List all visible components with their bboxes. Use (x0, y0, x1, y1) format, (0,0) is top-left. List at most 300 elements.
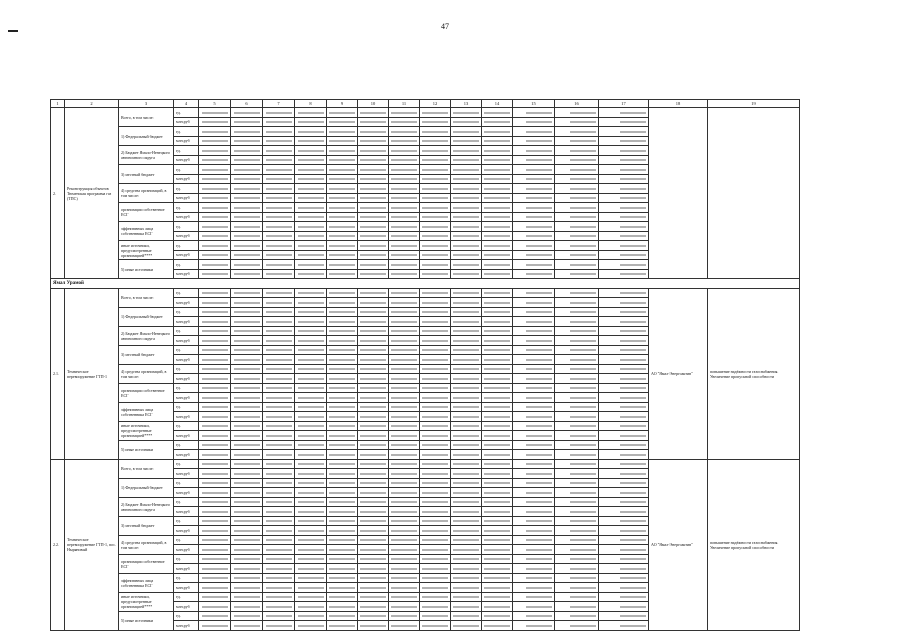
value-cell (263, 459, 295, 469)
unit-label: млн.руб (174, 431, 199, 441)
effect-note (708, 108, 800, 279)
value-cell (231, 450, 263, 460)
value-cell (420, 488, 451, 498)
value-cell (513, 554, 555, 564)
value-cell (327, 535, 358, 545)
unit-label: млн.руб (174, 355, 199, 365)
value-cell (295, 174, 327, 184)
value-cell (389, 573, 420, 583)
value-cell (295, 374, 327, 384)
value-cell (599, 402, 649, 412)
value-cell (389, 478, 420, 488)
value-cell (327, 469, 358, 479)
value-cell (389, 203, 420, 213)
funding-source: 4) средства организаций, в том числе: (119, 364, 174, 383)
value-cell (420, 336, 451, 346)
value-cell (513, 174, 555, 184)
value-cell (295, 307, 327, 317)
funding-source: организации собственное ЕСГ (119, 203, 174, 222)
column-number: 12 (420, 100, 451, 108)
value-cell (199, 203, 231, 213)
value-cell (358, 364, 389, 374)
unit-label: млн.руб (174, 336, 199, 346)
value-cell (451, 488, 482, 498)
value-cell (263, 440, 295, 450)
value-cell (389, 526, 420, 536)
value-cell (358, 127, 389, 137)
value-cell (599, 393, 649, 403)
value-cell (263, 602, 295, 612)
value-cell (358, 516, 389, 526)
value-cell (599, 431, 649, 441)
value-cell (420, 117, 451, 127)
value-cell (327, 374, 358, 384)
column-number: 18 (649, 100, 708, 108)
column-number: 7 (263, 100, 295, 108)
value-cell (420, 241, 451, 251)
value-cell (513, 193, 555, 203)
value-cell (231, 222, 263, 232)
value-cell (231, 260, 263, 270)
value-cell (327, 573, 358, 583)
unit-label: ед. (174, 478, 199, 488)
value-cell (327, 241, 358, 251)
value-cell (482, 326, 513, 336)
value-cell (358, 507, 389, 517)
value-cell (513, 583, 555, 593)
value-cell (231, 573, 263, 583)
value-cell (263, 336, 295, 346)
value-cell (295, 488, 327, 498)
unit-label: ед. (174, 535, 199, 545)
value-cell (599, 573, 649, 583)
value-cell (451, 421, 482, 431)
value-cell (295, 383, 327, 393)
value-cell (420, 497, 451, 507)
column-number: 9 (327, 100, 358, 108)
unit-label: млн.руб (174, 621, 199, 631)
value-cell (327, 108, 358, 118)
value-cell (451, 241, 482, 251)
financing-table (50, 99, 800, 631)
value-cell (451, 184, 482, 194)
funding-source: иные источники, предусмотренные организацией**** (119, 241, 174, 260)
unit-label: ед. (174, 554, 199, 564)
value-cell (482, 193, 513, 203)
value-cell (327, 155, 358, 165)
value-cell (358, 250, 389, 260)
value-cell (199, 307, 231, 317)
value-cell (420, 573, 451, 583)
value-cell (599, 345, 649, 355)
value-cell (420, 212, 451, 222)
value-cell (420, 621, 451, 631)
value-cell (231, 516, 263, 526)
value-cell (599, 317, 649, 327)
value-cell (599, 459, 649, 469)
value-cell (358, 374, 389, 384)
value-cell (389, 459, 420, 469)
value-cell (263, 117, 295, 127)
value-cell (555, 117, 599, 127)
value-cell (199, 250, 231, 260)
unit-label: млн.руб (174, 212, 199, 222)
value-cell (451, 507, 482, 517)
value-cell (451, 450, 482, 460)
value-cell (389, 117, 420, 127)
value-cell (327, 127, 358, 137)
column-number: 5 (199, 100, 231, 108)
value-cell (231, 488, 263, 498)
unit-label: ед. (174, 592, 199, 602)
value-cell (231, 146, 263, 156)
value-cell (420, 478, 451, 488)
value-cell (513, 260, 555, 270)
value-cell (555, 364, 599, 374)
value-cell (199, 459, 231, 469)
value-cell (327, 393, 358, 403)
value-cell (295, 336, 327, 346)
value-cell (327, 440, 358, 450)
value-cell (513, 298, 555, 308)
value-cell (555, 326, 599, 336)
value-cell (295, 469, 327, 479)
value-cell (263, 621, 295, 631)
value-cell (389, 326, 420, 336)
value-cell (451, 336, 482, 346)
value-cell (327, 317, 358, 327)
value-cell (199, 108, 231, 118)
unit-label: ед. (174, 440, 199, 450)
value-cell (451, 345, 482, 355)
value-cell (420, 269, 451, 279)
value-cell (389, 383, 420, 393)
value-cell (295, 478, 327, 488)
value-cell (599, 174, 649, 184)
value-cell (451, 545, 482, 555)
value-cell (199, 355, 231, 365)
value-cell (555, 165, 599, 175)
value-cell (482, 174, 513, 184)
section-heading: Ямал Урамой (51, 279, 800, 289)
unit-label: млн.руб (174, 136, 199, 146)
value-cell (482, 250, 513, 260)
value-cell (599, 355, 649, 365)
value-cell (420, 174, 451, 184)
value-cell (295, 231, 327, 241)
value-cell (231, 554, 263, 564)
value-cell (358, 526, 389, 536)
value-cell (555, 174, 599, 184)
unit-label: млн.руб (174, 155, 199, 165)
value-cell (199, 288, 231, 298)
value-cell (513, 184, 555, 194)
value-cell (513, 412, 555, 422)
value-cell (358, 583, 389, 593)
value-cell (599, 117, 649, 127)
value-cell (513, 516, 555, 526)
value-cell (599, 165, 649, 175)
value-cell (599, 326, 649, 336)
value-cell (451, 573, 482, 583)
value-cell (513, 212, 555, 222)
value-cell (389, 146, 420, 156)
unit-label: млн.руб (174, 526, 199, 536)
value-cell (555, 516, 599, 526)
value-cell (599, 241, 649, 251)
value-cell (451, 136, 482, 146)
value-cell (389, 136, 420, 146)
value-cell (513, 611, 555, 621)
value-cell (389, 355, 420, 365)
value-cell (451, 155, 482, 165)
value-cell (513, 450, 555, 460)
value-cell (358, 307, 389, 317)
value-cell (513, 155, 555, 165)
value-cell (451, 146, 482, 156)
value-cell (295, 345, 327, 355)
value-cell (420, 155, 451, 165)
value-cell (199, 298, 231, 308)
value-cell (263, 564, 295, 574)
funding-source: 2) Бюджет Ямало-Ненецкого автономного округа (119, 497, 174, 516)
value-cell (555, 184, 599, 194)
column-number: 15 (513, 100, 555, 108)
funding-source: организации собственное ЕСГ (119, 554, 174, 573)
value-cell (358, 621, 389, 631)
value-cell (358, 260, 389, 270)
value-cell (482, 336, 513, 346)
value-cell (327, 193, 358, 203)
value-cell (451, 564, 482, 574)
value-cell (513, 336, 555, 346)
value-cell (451, 602, 482, 612)
value-cell (295, 364, 327, 374)
value-cell (327, 488, 358, 498)
value-cell (295, 497, 327, 507)
value-cell (231, 108, 263, 118)
value-cell (199, 326, 231, 336)
value-cell (555, 269, 599, 279)
value-cell (555, 241, 599, 251)
value-cell (199, 260, 231, 270)
value-cell (451, 440, 482, 450)
value-cell (263, 573, 295, 583)
value-cell (451, 497, 482, 507)
value-cell (199, 364, 231, 374)
value-cell (358, 431, 389, 441)
value-cell (295, 269, 327, 279)
unit-label: ед. (174, 326, 199, 336)
value-cell (555, 478, 599, 488)
column-number: 14 (482, 100, 513, 108)
value-cell (555, 383, 599, 393)
value-cell (555, 260, 599, 270)
value-cell (389, 374, 420, 384)
value-cell (327, 497, 358, 507)
value-cell (420, 146, 451, 156)
value-cell (295, 421, 327, 431)
funding-source: Всего, в том числе: (119, 288, 174, 307)
value-cell (513, 402, 555, 412)
unit-label: ед. (174, 611, 199, 621)
value-cell (231, 155, 263, 165)
value-cell (199, 222, 231, 232)
value-cell (482, 431, 513, 441)
object-title: Реконструкция объектов Тюменская программа газ (ТПС) (65, 108, 119, 279)
value-cell (295, 193, 327, 203)
value-cell (231, 269, 263, 279)
value-cell (327, 326, 358, 336)
value-cell (263, 146, 295, 156)
value-cell (420, 507, 451, 517)
value-cell (231, 621, 263, 631)
value-cell (358, 345, 389, 355)
value-cell (327, 602, 358, 612)
unit-label: млн.руб (174, 564, 199, 574)
value-cell (451, 393, 482, 403)
value-cell (482, 364, 513, 374)
value-cell (295, 250, 327, 260)
value-cell (358, 440, 389, 450)
value-cell (555, 611, 599, 621)
value-cell (327, 516, 358, 526)
value-cell (231, 184, 263, 194)
value-cell (358, 592, 389, 602)
funding-source: 3) местный бюджет (119, 516, 174, 535)
value-cell (263, 364, 295, 374)
value-cell (263, 231, 295, 241)
value-cell (599, 545, 649, 555)
value-cell (482, 497, 513, 507)
value-cell (263, 583, 295, 593)
value-cell (513, 108, 555, 118)
value-cell (231, 174, 263, 184)
value-cell (199, 317, 231, 327)
value-cell (389, 193, 420, 203)
value-cell (199, 440, 231, 450)
value-cell (389, 393, 420, 403)
value-cell (263, 469, 295, 479)
value-cell (451, 117, 482, 127)
funding-source: 4) средства организаций, в том числе: (119, 535, 174, 554)
value-cell (389, 307, 420, 317)
value-cell (358, 269, 389, 279)
value-cell (199, 193, 231, 203)
value-cell (555, 250, 599, 260)
value-cell (513, 431, 555, 441)
value-cell (451, 469, 482, 479)
value-cell (327, 212, 358, 222)
value-cell (389, 222, 420, 232)
value-cell (513, 136, 555, 146)
value-cell (555, 583, 599, 593)
value-cell (513, 526, 555, 536)
column-number: 4 (174, 100, 199, 108)
value-cell (599, 478, 649, 488)
funding-source: 5) иные источники (119, 260, 174, 279)
value-cell (231, 127, 263, 137)
value-cell (358, 564, 389, 574)
object-title: Техническое перевооружение ГТП-1, пос. Ныряновый (65, 459, 119, 630)
value-cell (451, 250, 482, 260)
value-cell (389, 345, 420, 355)
value-cell (358, 535, 389, 545)
value-cell (231, 231, 263, 241)
value-cell (199, 516, 231, 526)
value-cell (599, 108, 649, 118)
value-cell (263, 488, 295, 498)
funding-source: Всего, в том числе: (119, 108, 174, 127)
value-cell (327, 592, 358, 602)
value-cell (295, 222, 327, 232)
value-cell (199, 545, 231, 555)
column-number: 13 (451, 100, 482, 108)
value-cell (482, 127, 513, 137)
value-cell (295, 136, 327, 146)
value-cell (358, 554, 389, 564)
value-cell (389, 535, 420, 545)
unit-label: ед. (174, 165, 199, 175)
value-cell (263, 212, 295, 222)
unit-label: млн.руб (174, 250, 199, 260)
value-cell (231, 583, 263, 593)
value-cell (199, 583, 231, 593)
value-cell (389, 155, 420, 165)
value-cell (555, 222, 599, 232)
value-cell (420, 412, 451, 422)
value-cell (263, 497, 295, 507)
value-cell (295, 564, 327, 574)
value-cell (420, 231, 451, 241)
value-cell (482, 459, 513, 469)
value-cell (358, 545, 389, 555)
value-cell (389, 440, 420, 450)
value-cell (555, 127, 599, 137)
value-cell (199, 497, 231, 507)
value-cell (451, 516, 482, 526)
unit-label: ед. (174, 364, 199, 374)
unit-label: ед. (174, 222, 199, 232)
value-cell (295, 535, 327, 545)
value-cell (599, 592, 649, 602)
funding-source: 5) иные источники (119, 440, 174, 459)
value-cell (199, 450, 231, 460)
value-cell (555, 440, 599, 450)
value-cell (599, 222, 649, 232)
value-cell (263, 127, 295, 137)
value-cell (263, 317, 295, 327)
value-cell (358, 450, 389, 460)
column-number: 6 (231, 100, 263, 108)
value-cell (451, 526, 482, 536)
value-cell (451, 364, 482, 374)
value-cell (599, 364, 649, 374)
value-cell (389, 554, 420, 564)
unit-label: млн.руб (174, 174, 199, 184)
value-cell (231, 393, 263, 403)
column-number: 3 (119, 100, 174, 108)
value-cell (231, 535, 263, 545)
funding-source: 1) Федеральный бюджет (119, 307, 174, 326)
value-cell (327, 583, 358, 593)
value-cell (482, 450, 513, 460)
value-cell (482, 421, 513, 431)
value-cell (389, 421, 420, 431)
value-cell (263, 516, 295, 526)
value-cell (482, 241, 513, 251)
value-cell (513, 345, 555, 355)
